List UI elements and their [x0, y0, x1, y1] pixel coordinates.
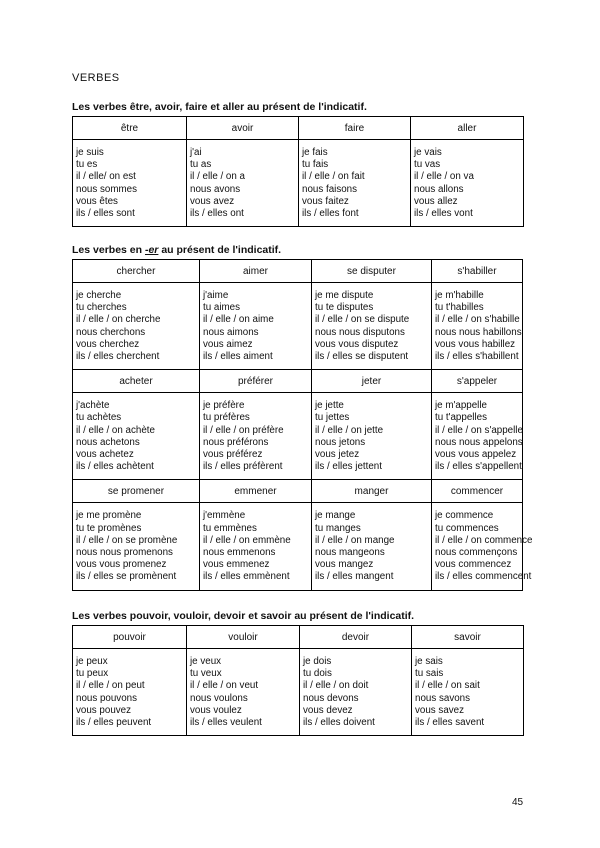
- conjugation-cell: [200, 283, 312, 370]
- conjugation-form: nous faisons: [302, 183, 358, 195]
- conjugation-table-pouvoir-vouloir-devoir-savoir: [72, 625, 524, 736]
- conjugation-form: tu aimes: [203, 302, 241, 314]
- conjugation-cell: [432, 393, 523, 480]
- conjugation-form: je fais: [302, 147, 328, 158]
- conjugation-form: je commence: [435, 510, 494, 522]
- conjugation-form: je peux: [76, 656, 108, 667]
- conjugation-form: tu veux: [190, 668, 222, 680]
- conjugation-form: vous cherchez: [76, 338, 140, 350]
- conjugation-form: tu vas: [414, 159, 441, 171]
- conjugation-cell: [187, 649, 300, 736]
- conjugation-form: tu t'appelles: [435, 412, 487, 424]
- conjugation-form: tu dois: [303, 668, 332, 680]
- conjugation-form: ils / elles se disputent: [315, 351, 409, 363]
- conjugation-cell: [312, 393, 432, 480]
- conjugation-form: il / elle / on préfère: [203, 424, 284, 436]
- conjugation-form: je me dispute: [315, 290, 374, 301]
- conjugation-form: vous êtes: [76, 195, 118, 207]
- conjugation-form: je préfère: [203, 400, 245, 412]
- conjugation-form: ils / elles cherchent: [76, 351, 160, 363]
- conjugation-cell: [73, 503, 200, 590]
- conjugation-form: il / elle / on emmène: [203, 534, 291, 546]
- conjugation-form: nous aimons: [203, 326, 259, 338]
- verb-header-row: [73, 117, 524, 140]
- conjugation-form: tu peux: [76, 668, 109, 680]
- conjugation-form: ils / elles savent: [415, 717, 485, 729]
- conjugation-form: vous vous disputez: [315, 338, 399, 350]
- conjugation-form: nous pouvons: [76, 692, 138, 704]
- conjugation-form: nous achetons: [76, 436, 140, 448]
- verb-infinitive-header: pouvoir: [73, 626, 187, 649]
- conjugation-form: ils / elles jettent: [315, 461, 382, 473]
- conjugation-form: nous voulons: [190, 692, 248, 704]
- conjugation-form: tu te disputes: [315, 302, 374, 314]
- conjugation-cell: [73, 649, 187, 736]
- conjugation-form: vous voulez: [190, 704, 242, 716]
- conjugation-form: vous avez: [190, 195, 235, 207]
- conjugation-form: tu jettes: [315, 412, 350, 424]
- conjugation-form: nous sommes: [76, 183, 137, 195]
- conjugation-form: il / elle / on peut: [76, 680, 145, 692]
- conjugation-row: [73, 393, 523, 480]
- verb-infinitive-header: s'habiller: [432, 260, 523, 283]
- conjugation-form: tu te promènes: [76, 522, 142, 534]
- page-heading: VERBES: [72, 72, 120, 84]
- conjugation-form: tu es: [76, 159, 98, 171]
- conjugation-form: il / elle / on mange: [315, 534, 395, 546]
- conjugation-row: [73, 140, 524, 227]
- conjugation-cell: [73, 283, 200, 370]
- conjugation-cell: [300, 649, 412, 736]
- conjugation-form: ils / elles commencent: [435, 571, 532, 583]
- conjugation-form: tu as: [190, 159, 212, 171]
- conjugation-form: ils / elles mangent: [315, 571, 394, 583]
- conjugation-form: ils / elles veulent: [190, 717, 262, 729]
- verb-infinitive-header: avoir: [187, 117, 299, 140]
- conjugation-form: ils / elles font: [302, 208, 359, 220]
- conjugation-form: je cherche: [76, 290, 122, 301]
- conjugation-form: tu t'habilles: [435, 302, 484, 314]
- conjugation-form: vous devez: [303, 704, 353, 716]
- conjugation-form: vous faitez: [302, 195, 349, 207]
- conjugation-form: il / elle / on aime: [203, 314, 274, 326]
- conjugation-form: nous allons: [414, 183, 464, 195]
- conjugation-form: je m'appelle: [435, 400, 487, 412]
- conjugation-form: vous vous habillez: [435, 338, 516, 350]
- verb-header-row: [73, 260, 523, 283]
- conjugation-form: nous nous disputons: [315, 326, 405, 338]
- conjugation-form: je veux: [190, 656, 222, 667]
- conjugation-form: tu cherches: [76, 302, 127, 314]
- conjugation-form: tu emmènes: [203, 522, 257, 534]
- conjugation-form: ils / elles ont: [190, 208, 244, 220]
- verb-header-row: [73, 370, 523, 393]
- conjugation-form: vous emmenez: [203, 559, 270, 571]
- conjugation-form: il / elle / on cherche: [76, 314, 161, 326]
- verb-infinitive-header: se promener: [73, 480, 200, 503]
- conjugation-form: j'aime: [203, 290, 229, 301]
- conjugation-row: [73, 649, 524, 736]
- section-title-text: Les verbes être, avoir, faire et aller au présent de l'indicatif.: [72, 101, 367, 113]
- conjugation-form: vous préférez: [203, 449, 263, 461]
- conjugation-table-etre-avoir-faire-aller: [72, 116, 524, 227]
- conjugation-form: tu manges: [315, 522, 361, 534]
- conjugation-form: il / elle / on s'habille: [435, 314, 520, 326]
- conjugation-form: ils / elles préfèrent: [203, 461, 283, 473]
- conjugation-form: nous préférons: [203, 436, 269, 448]
- conjugation-form: tu commences: [435, 522, 499, 534]
- conjugation-form: ils / elles se promènent: [76, 571, 177, 583]
- conjugation-form: j'emmène: [203, 510, 246, 522]
- conjugation-form: vous pouvez: [76, 704, 132, 716]
- conjugation-form: je sais: [415, 656, 443, 667]
- conjugation-form: il / elle / on a: [190, 171, 246, 183]
- conjugation-form: je me promène: [76, 510, 142, 522]
- conjugation-form: nous jetons: [315, 436, 366, 448]
- conjugation-form: il / elle / on va: [414, 171, 474, 183]
- conjugation-form: nous commençons: [435, 547, 518, 559]
- conjugation-form: il / elle / on fait: [302, 171, 365, 183]
- conjugation-form: nous cherchons: [76, 326, 146, 338]
- conjugation-cell: [299, 140, 411, 227]
- conjugation-form: nous nous appelons: [435, 436, 523, 448]
- conjugation-row: [73, 283, 523, 370]
- conjugation-form: je m'habille: [435, 290, 484, 301]
- conjugation-form: il / elle / on commence: [435, 534, 533, 546]
- conjugation-form: il / elle / on sait: [415, 680, 480, 692]
- conjugation-form: ils / elles sont: [76, 208, 135, 220]
- conjugation-form: nous devons: [303, 692, 359, 704]
- section-title-text-end: au présent de l'indicatif.: [158, 244, 282, 256]
- section-title-keyword: -er: [144, 244, 159, 256]
- conjugation-cell: [200, 503, 312, 590]
- conjugation-form: vous mangez: [315, 559, 374, 571]
- verb-infinitive-header: commencer: [432, 480, 523, 503]
- verb-infinitive-header: faire: [299, 117, 411, 140]
- conjugation-cell: [312, 503, 432, 590]
- conjugation-table-verbes-er: [72, 259, 533, 591]
- conjugation-form: nous savons: [415, 692, 471, 704]
- conjugation-cell: [200, 393, 312, 480]
- conjugation-form: je suis: [76, 147, 104, 158]
- conjugation-form: nous avons: [190, 183, 241, 195]
- conjugation-form: j'achète: [76, 400, 110, 412]
- conjugation-form: il / elle/ on est: [76, 171, 136, 183]
- conjugation-form: ils / elles peuvent: [76, 717, 152, 729]
- verb-header-row: [73, 626, 524, 649]
- conjugation-cell: [412, 649, 524, 736]
- conjugation-cell: [187, 140, 299, 227]
- page-number: 45: [512, 797, 524, 808]
- verb-infinitive-header: chercher: [73, 260, 200, 283]
- verb-infinitive-header: aller: [411, 117, 524, 140]
- conjugation-form: vous vous appelez: [435, 449, 517, 461]
- conjugation-form: ils / elles emmènent: [203, 571, 290, 583]
- section-title-text: Les verbes pouvoir, vouloir, devoir et savoir au présent de l'indicatif.: [72, 610, 415, 622]
- conjugation-form: je mange: [315, 510, 356, 522]
- conjugation-row: [73, 503, 523, 590]
- verb-infinitive-header: vouloir: [187, 626, 300, 649]
- verb-infinitive-header: préférer: [200, 370, 312, 393]
- verb-infinitive-header: devoir: [300, 626, 412, 649]
- verb-infinitive-header: manger: [312, 480, 432, 503]
- verb-infinitive-header: être: [73, 117, 187, 140]
- conjugation-form: il / elle / on doit: [303, 680, 369, 692]
- conjugation-form: ils / elles doivent: [303, 717, 375, 729]
- conjugation-cell: [73, 140, 187, 227]
- conjugation-form: ils / elles aiment: [203, 351, 273, 363]
- conjugation-cell: [432, 503, 533, 590]
- conjugation-form: je jette: [315, 400, 344, 412]
- conjugation-form: vous achetez: [76, 449, 134, 461]
- conjugation-form: nous nous habillons: [435, 326, 522, 338]
- conjugation-form: ils / elles vont: [414, 208, 473, 220]
- conjugation-form: il / elle / on se promène: [76, 534, 178, 546]
- conjugation-form: ils / elles achètent: [76, 461, 154, 473]
- conjugation-form: vous savez: [415, 704, 465, 716]
- conjugation-form: je dois: [303, 656, 332, 667]
- conjugation-form: il / elle / on achète: [76, 424, 155, 436]
- conjugation-form: nous nous promenons: [76, 547, 173, 559]
- conjugation-form: vous allez: [414, 195, 458, 207]
- conjugation-form: tu fais: [302, 159, 329, 171]
- conjugation-form: nous emmenons: [203, 547, 276, 559]
- conjugation-cell: [411, 140, 524, 227]
- verb-infinitive-header: se disputer: [312, 260, 432, 283]
- conjugation-form: vous vous promenez: [76, 559, 167, 571]
- conjugation-form: j'ai: [190, 147, 202, 158]
- conjugation-cell: [73, 393, 200, 480]
- conjugation-form: il / elle / on veut: [190, 680, 259, 692]
- verb-infinitive-header: s'appeler: [432, 370, 523, 393]
- section-title-verbes-er: [72, 244, 281, 256]
- conjugation-form: ils / elles s'habillent: [435, 351, 519, 363]
- section-title-pouvoir-vouloir: [72, 610, 414, 622]
- verb-infinitive-header: jeter: [312, 370, 432, 393]
- section-title-etre-avoir: [72, 101, 367, 113]
- conjugation-form: ils / elles s'appellent: [435, 461, 522, 473]
- conjugation-form: vous jetez: [315, 449, 360, 461]
- conjugation-cell: [312, 283, 432, 370]
- verb-header-row: [73, 480, 523, 503]
- conjugation-form: il / elle / on s'appelle: [435, 424, 523, 436]
- conjugation-form: vous commencez: [435, 559, 512, 571]
- verb-infinitive-header: acheter: [73, 370, 200, 393]
- conjugation-form: il / elle / on se dispute: [315, 314, 410, 326]
- conjugation-form: tu achètes: [76, 412, 122, 424]
- section-title-text: Les verbes en: [72, 244, 145, 256]
- verb-infinitive-header: emmener: [200, 480, 312, 503]
- conjugation-form: je vais: [414, 147, 442, 158]
- conjugation-form: tu sais: [415, 668, 444, 680]
- conjugation-form: il / elle / on jette: [315, 424, 384, 436]
- conjugation-cell: [432, 283, 523, 370]
- conjugation-form: vous aimez: [203, 338, 253, 350]
- conjugation-form: tu préfères: [203, 412, 250, 424]
- verb-infinitive-header: aimer: [200, 260, 312, 283]
- conjugation-form: nous mangeons: [315, 547, 385, 559]
- verb-infinitive-header: savoir: [412, 626, 524, 649]
